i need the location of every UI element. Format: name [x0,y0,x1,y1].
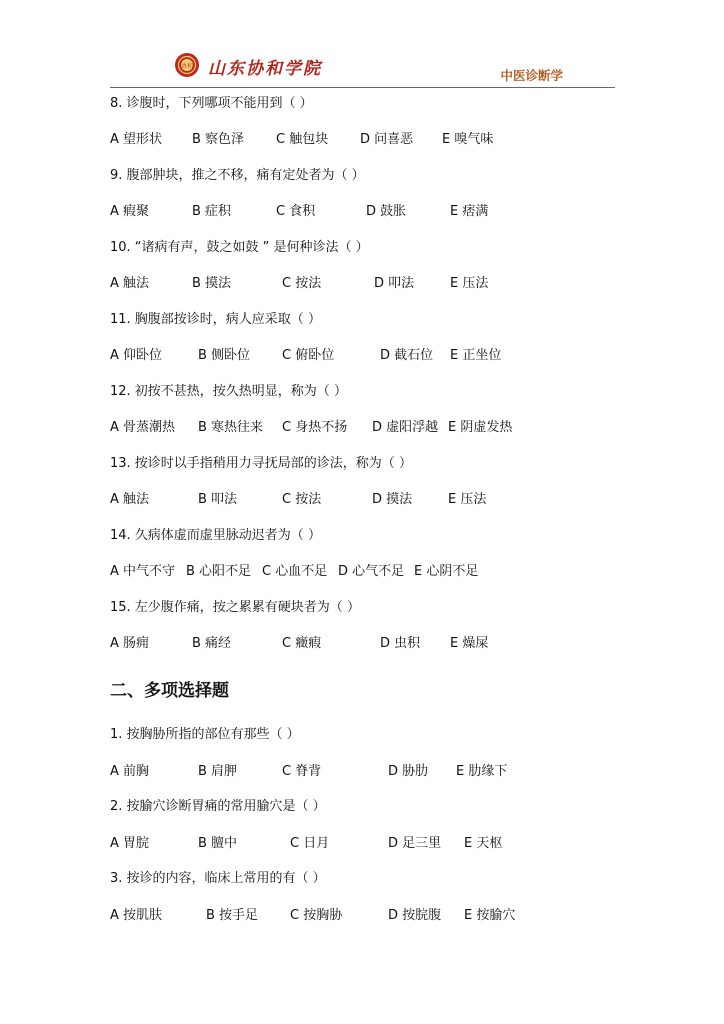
option-b: B 察色泽 [192,132,245,147]
option-e: E 压法 [450,276,489,291]
option-a: A 触法 [110,492,150,507]
question-11: 11. 胸腹部按诊时，病人应采取（ ） [110,312,321,327]
option-b: B 按手足 [206,908,259,923]
options-row [110,131,610,149]
section-heading: 二、多项选择题 [110,681,229,701]
option-a: A 望形状 [110,132,163,147]
options-row [110,419,610,437]
option-c: C 按法 [282,492,322,507]
option-e: E 按腧穴 [464,908,516,923]
option-c: C 身热不扬 [282,420,348,435]
option-c: C 日月 [290,836,330,851]
option-a: A 骨蒸潮热 [110,420,176,435]
option-a: A 仰卧位 [110,348,163,363]
options-row [110,491,610,509]
option-c: C 俯卧位 [282,348,335,363]
option-d: D 叩法 [374,276,415,291]
college-name-logo: 山东协和学院 [208,59,322,79]
options-row [110,203,610,221]
option-d: D 心气不足 [338,564,405,579]
option-d: D 胁肋 [388,764,429,779]
options-row [110,563,610,581]
question-9: 9. 腹部肿块，推之不移，痛有定处者为（ ） [110,168,365,183]
option-b: B 心阳不足 [186,564,252,579]
option-b: B 摸法 [192,276,232,291]
question-14: 14. 久病体虚而虚里脉动迟者为（ ） [110,528,321,543]
option-b: B 寒热往来 [198,420,264,435]
option-e: E 燥屎 [450,636,489,651]
question-12: 12. 初按不甚热，按久热明显，称为（ ） [110,384,347,399]
option-b: B 肩胛 [198,764,238,779]
question-10: 10. “诸病有声，鼓之如鼓 ” 是何种诊法（ ） [110,240,369,255]
option-d: D 足三里 [388,836,442,851]
question-13: 13. 按诊时以手指稍用力寻抚局部的诊法，称为（ ） [110,456,412,471]
option-c: C 脊背 [282,764,322,779]
option-e: E 正坐位 [450,348,502,363]
option-a: A 按肌肤 [110,908,163,923]
option-a: A 前胸 [110,764,150,779]
option-e: E 压法 [448,492,487,507]
option-e: E 阴虚发热 [448,420,513,435]
multi-question-3: 3. 按诊的内容，临床上常用的有（ ） [110,871,326,886]
option-a: A 胃脘 [110,836,150,851]
question-8: 8. 诊腹时，下列哪项不能用到（ ） [110,96,313,111]
options-row [110,275,610,293]
question-15: 15. 左少腹作痛，按之累累有硬块者为（ ） [110,600,360,615]
option-d: D 摸法 [372,492,413,507]
page-header [110,44,615,88]
multi-question-1: 1. 按胸胁所指的部位有那些（ ） [110,727,300,742]
option-c: C 触包块 [276,132,329,147]
option-e: E 肋缘下 [456,764,508,779]
option-a: A 肠痈 [110,636,150,651]
options-row [110,835,610,853]
multi-question-2: 2. 按腧穴诊断胃痛的常用腧穴是（ ） [110,799,326,814]
option-e: E 天枢 [464,836,503,851]
option-a: A 中气不守 [110,564,176,579]
option-b: B 侧卧位 [198,348,251,363]
option-c: C 癥瘕 [282,636,322,651]
option-d: D 鼓胀 [366,204,407,219]
option-c: C 心血不足 [262,564,328,579]
options-row [110,347,610,365]
option-d: D 虫积 [380,636,421,651]
header-divider [110,87,615,88]
option-a: A 瘕聚 [110,204,150,219]
option-b: B 膻中 [198,836,238,851]
options-row [110,635,610,653]
option-d: D 虚阳浮越 [372,420,439,435]
option-c: C 按法 [282,276,322,291]
option-e: E 痞满 [450,204,489,219]
option-b: B 叩法 [198,492,238,507]
option-d: D 问喜恶 [360,132,414,147]
option-e: E 嗅气味 [442,132,494,147]
course-title: 中医诊断学 [500,68,563,83]
options-row [110,907,610,925]
option-b: B 痛经 [192,636,232,651]
option-a: A 触法 [110,276,150,291]
option-d: D 截石位 [380,348,434,363]
svg-text:协和: 协和 [180,63,194,70]
option-c: C 按胸胁 [290,908,343,923]
option-c: C 食积 [276,204,316,219]
option-e: E 心阴不足 [414,564,479,579]
option-b: B 症积 [192,204,232,219]
option-d: D 按脘腹 [388,908,442,923]
college-seal-icon [174,52,200,78]
options-row [110,763,610,781]
